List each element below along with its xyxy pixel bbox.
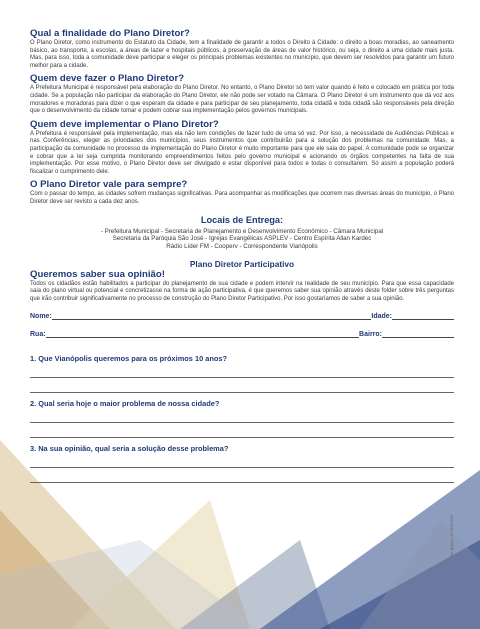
answer-line[interactable] [30,408,454,423]
printer-credit: tec gráfica • 43 3028-0000 [450,515,454,556]
section-heading: Qual a finalidade do Plano Diretor? [30,28,190,39]
question-1: 1. Que Vianópolis queremos para os próximos 10 anos? [30,353,228,363]
section-text: O Plano Diretor, como instrumento do Estatuto da Cidade, tem a finalidade de garantir a todos o Direito à Cidade: o direito a boas moradias, ao saneamento básico, ao transporte, a escolas, a áreas de lazer e hospitais públicos, à preservação de áreas de valor histórico, ou seja, o direito a uma cidade mais justa. Mas, para isso, toda a comunidade deve participar e eleger os principais problemas existentes no município, que devem ser resolvidos para garantir um futuro melhor para a cidade. [30,40,454,69]
idade-field[interactable] [392,311,454,320]
nome-field[interactable] [52,311,372,320]
bairro-label: Bairro: [359,330,382,338]
answer-line[interactable] [30,378,454,393]
answer-line[interactable] [30,423,454,438]
locais-line: - Prefeitura Municipal - Secretaria de Planejamento e Desenvolvimento Econômico - Câmara Municipal [100,227,384,235]
form-row-nome [30,310,454,320]
question-2: 2. Qual seria hoje o maior problema de nossa cidade? [30,398,220,408]
document-content [30,28,454,483]
section-text: A Prefeitura é responsável pela implementação, mas ela não tem condições de fazer tudo de uma só vez. Por isso, a necessidade de Audiências Públicas e nas Conferências, eleger as prioridades dos municípios, seus instrumentos que contribuirão para a solução dos problemas na comunidade. Mas, a participação da comunidade no processo de implementação do Plano Diretor é muito importante para que ele saia do papel. A comunidade pode se organizar e cobrar que a lei seja cumprida monitorando empreendimentos feitos pelo governo municipal e acionando os órgãos competentes na falta de sua implementação. Por esse motivo, o Plano Diretor deve ser divulgado e estar disponível para todos e todas o consultarem. Só assim a população poderá fiscalizar o cumprimento dele. [30,130,454,175]
participativo-title: Plano Diretor Participativo [189,258,295,269]
locais-line: Rádio Líder FM - Cooperv - Correspondente Vianópolis [166,243,318,251]
section-text: A Prefeitura Municipal é responsável pela elaboração do Plano Diretor. No entanto, o Plano Diretor só tem valor quando é feito e colocado em prática por toda cidade. Se a população não participar da elaboração do Plano Diretor, ele não pode ser votado na Câmara. O Plano Diretor é um instrumento que dá voz aos moradores e moradoras para dizer o que esperam da cidade e para participar de seu planejamento, toda cidadã e toda cidadã são responsáveis pela direção que o desenvolvimento da cidade tomar e podem cobrar sua implementação pelos governos municipais. [30,85,454,115]
locais-line: Secretaria da Paróquia São José - Igrejas Evangélicas ASPLEV - Centro Espírita Allan Kardec [112,235,372,243]
nome-label: Nome: [30,312,52,320]
section-text: Com o passar do tempo, as cidades sofrem mudanças significativas. Para acompanhar as modificações que ocorrem nas diversas áreas do município, o Plano Diretor deve ser revisto a cada dez anos. [30,191,454,205]
section-heading: Quem deve implementar o Plano Diretor? [30,118,219,130]
section-heading: O Plano Diretor vale para sempre? [30,179,188,191]
locais-list [30,228,454,251]
section-heading: Quem deve fazer o Plano Diretor? [30,73,185,85]
rua-label: Rua: [30,330,46,338]
bairro-field[interactable] [382,329,454,338]
locais-title: Locais de Entrega: [200,214,284,225]
answer-line[interactable] [30,363,454,378]
question-3: 3. Na sua opinião, qual seria a solução desse problema? [30,443,229,453]
idade-label: Idade: [371,312,392,320]
participativo-text: Todos os cidadãos estão habilitados a participar do planejamento de sua cidade e podem intervir na realidade de seu município. Para que essa capacidade saia do plano virtual ou potencial e concretizasse na forma de ação participativa, é que queremos saber sua opinião através deste folder sobre três perguntas que irão contribuir significativamente no processo de construção do Plano Diretor Participativo. Por isso gostaríamos de saber a sua opinião. [30,280,454,303]
rua-field[interactable] [46,329,359,338]
answer-line[interactable] [30,453,454,468]
participativo-subtitle: Queremos saber sua opinião! [30,268,165,280]
form-row-rua [30,328,454,338]
answer-line[interactable] [30,468,454,483]
